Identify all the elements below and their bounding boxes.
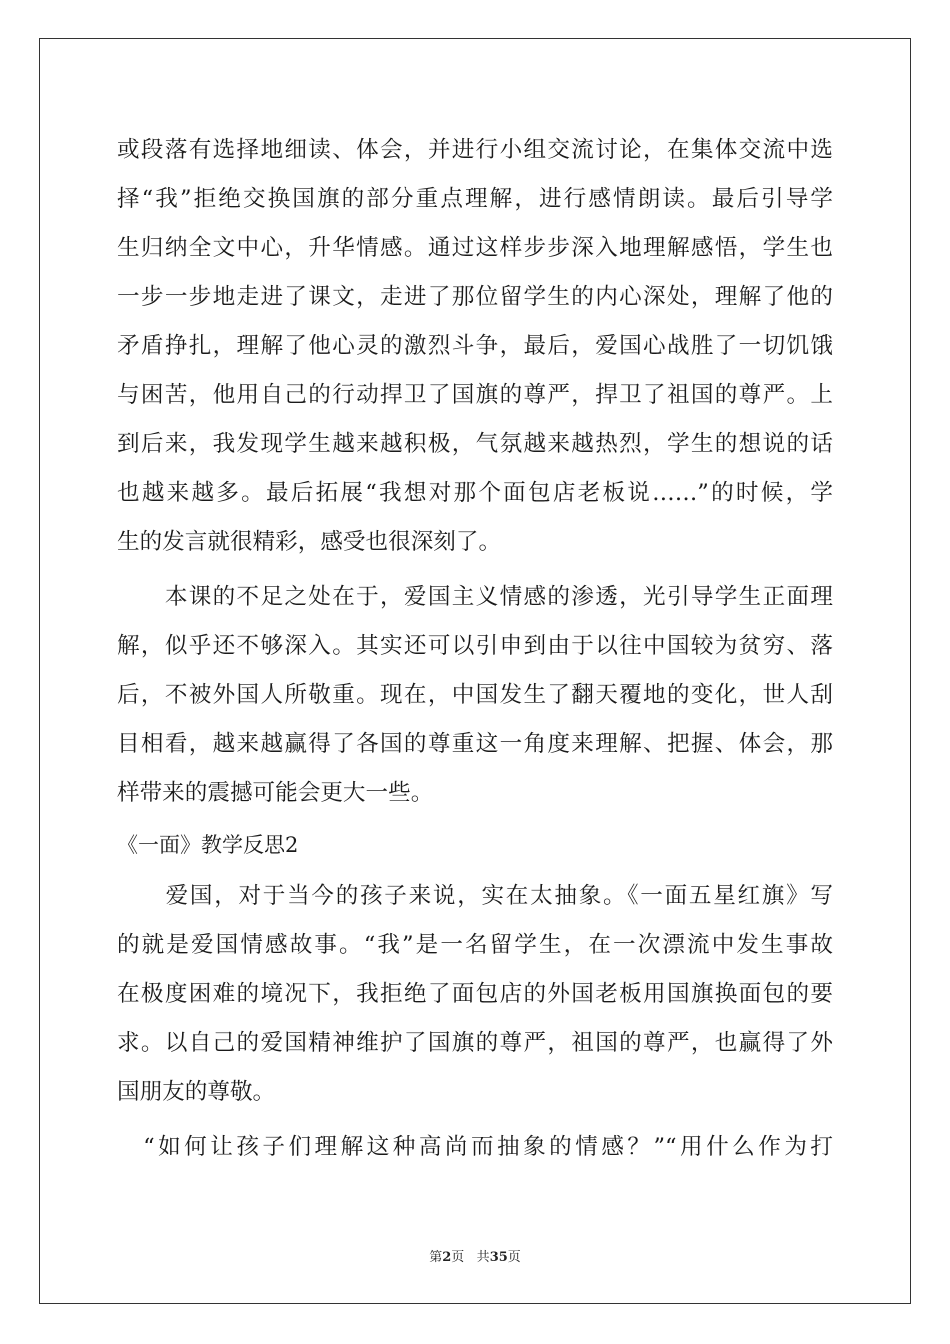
section-heading: 《一面》教学反思2 [117, 833, 299, 857]
text-line: 生归纳全文中心，升华情感。通过这样步步深入地理解感悟，学生也 [117, 235, 833, 261]
text-line: 与困苦，他用自己的行动捍卫了国旗的尊严，捍卫了祖国的尊严。上 [117, 382, 833, 408]
paragraph-start-line: “如何让孩子们理解这种高尚而抽象的情感？”“用什么作为打 [117, 1134, 833, 1160]
page-footer [0, 1249, 950, 1267]
text-line: 一步一步地走进了课文，走进了那位留学生的内心深处，理解了他的 [117, 284, 833, 310]
text-line: 目相看，越来越赢得了各国的尊重这一角度来理解、把握、体会，那 [117, 731, 833, 757]
text-line: 择“我”拒绝交换国旗的部分重点理解，进行感情朗读。最后引导学 [117, 186, 833, 212]
text-line: 求。以自己的爱国精神维护了国旗的尊严，祖国的尊严，也赢得了外 [117, 1030, 833, 1056]
text-line: 到后来，我发现学生越来越积极，气氛越来越热烈，学生的想说的话 [117, 431, 833, 457]
total-prefix: 共 [476, 1250, 490, 1265]
page-number: 2 [442, 1250, 452, 1265]
paragraph-start-line: 本课的不足之处在于，爱国主义情感的渗透，光引导学生正面理 [117, 584, 833, 610]
total-pages: 35 [489, 1250, 508, 1265]
text-line: 在极度困难的境况下，我拒绝了面包店的外国老板用国旗换面包的要 [117, 981, 833, 1007]
paragraph-start-line: 爱国，对于当今的孩子来说，实在太抽象。《一面五星红旗》写 [117, 883, 833, 909]
text-line: 生的发言就很精彩，感受也很深刻了。 [117, 529, 502, 555]
text-line: 的就是爱国情感故事。“我”是一名留学生，在一次漂流中发生事故 [117, 932, 833, 958]
total-suffix: 页 [507, 1250, 521, 1265]
text-line: 解，似乎还不够深入。其实还可以引申到由于以往中国较为贫穷、落 [117, 633, 833, 659]
page-suffix: 页 [451, 1250, 465, 1265]
text-line: 样带来的震撼可能会更大一些。 [117, 780, 434, 806]
page-prefix: 第 [429, 1250, 443, 1265]
text-line: 也越来越多。最后拓展“我想对那个面包店老板说……”的时候，学 [117, 480, 833, 506]
text-line: 矛盾挣扎，理解了他心灵的激烈斗争，最后，爱国心战胜了一切饥饿 [117, 333, 833, 359]
text-line: 国朋友的尊敬。 [117, 1079, 276, 1105]
text-line: 后，不被外国人所敬重。现在，中国发生了翻天覆地的变化，世人刮 [117, 682, 833, 708]
text-line: 或段落有选择地细读、体会，并进行小组交流讨论，在集体交流中选 [117, 137, 833, 163]
